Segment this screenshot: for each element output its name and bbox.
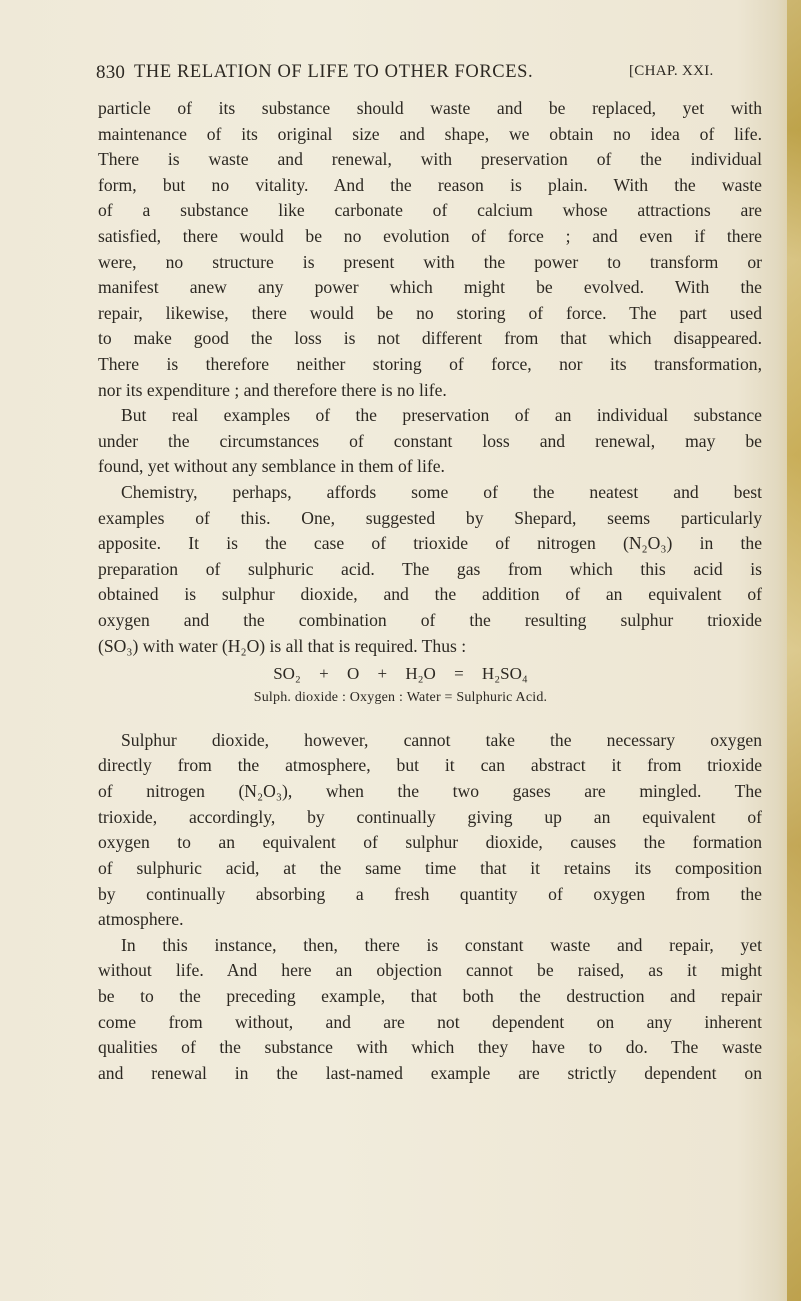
text-line: In this instance, then, there is constant waste and repair, yet (121, 935, 762, 955)
text-line: of nitrogen (N₂O₃), when the two gases are mingled. The (98, 781, 762, 801)
text-line: manifest anew any power which might be evolved. With the (98, 277, 762, 297)
running-head-title: THE RELATION OF LIFE TO OTHER FORCES. (134, 62, 534, 82)
text-line: oxygen and the combination of the resulting sulphur trioxide (98, 610, 762, 630)
text-line: satisfied, there would be no evolution of force ; and even if there (98, 226, 762, 246)
equation-result: H₂SO₄ (481, 664, 528, 683)
text-line: obtained is sulphur dioxide, and the addition of an equivalent of (98, 584, 762, 604)
text-line: found, yet without any semblance in them of life. (98, 456, 445, 476)
text-line: Chemistry, perhaps, affords some of the neatest and best (121, 482, 762, 502)
running-head-chapter: [CHAP. XXI. (629, 63, 714, 79)
chemical-equation-labels (0, 690, 801, 712)
text-line: were, no structure is present with the power to transform or (98, 252, 762, 272)
text-line: and renewal in the last-named example are strictly dependent on (98, 1063, 762, 1083)
text-line: be to the preceding example, that both the destruction and repair (98, 986, 762, 1006)
equation-label-separator: : (398, 690, 404, 705)
text-line: repair, likewise, there would be no storing of force. The part used (98, 303, 762, 323)
text-line: maintenance of its original size and shape, we obtain no idea of life. (98, 124, 762, 144)
equation-label-separator: : (341, 690, 347, 705)
chemical-equation (0, 664, 801, 688)
text-line: under the circumstances of constant loss and renewal, may be (98, 431, 762, 451)
text-line: atmosphere. (98, 909, 184, 929)
text-line: qualities of the substance with which they have to do. The waste (98, 1037, 762, 1057)
text-line: nor its expenditure ; and therefore there is no life. (98, 380, 447, 400)
text-line: of sulphuric acid, at the same time that it retains its composition (98, 858, 762, 878)
text-line: Sulphur dioxide, however, cannot take the necessary oxygen (121, 730, 762, 750)
equation-label: Sulphuric Acid. (456, 690, 548, 705)
text-line: of a substance like carbonate of calcium whose attractions are (98, 200, 762, 220)
text-line: There is waste and renewal, with preservation of the individual (98, 149, 762, 169)
page-edge (787, 0, 801, 1301)
equation-term: H₂O (405, 664, 436, 683)
equation-operator: + (319, 664, 329, 683)
text-line: preparation of sulphuric acid. The gas from which this acid is (98, 559, 762, 579)
text-line: particle of its substance should waste and be replaced, yet with (98, 98, 762, 118)
equation-label: Oxygen (349, 690, 396, 705)
equation-label: Sulph. dioxide (253, 690, 339, 705)
equation-label-equals: = (444, 690, 453, 705)
equation-operator: + (377, 664, 388, 683)
text-line: to make good the loss is not different from that which disappeared. (98, 328, 762, 348)
text-line: by continually absorbing a fresh quantity of oxygen from the (98, 884, 762, 904)
text-line: come from without, and are not dependent on any inherent (98, 1012, 762, 1032)
equation-term: SO₂ (273, 664, 301, 683)
text-line: oxygen to an equivalent of sulphur dioxide, causes the formation (98, 832, 762, 852)
equation-term: O (346, 664, 360, 683)
equation-label: Water (406, 690, 441, 705)
text-line: directly from the atmosphere, but it can abstract it from trioxide (98, 755, 762, 775)
equation-equals: = (454, 664, 464, 683)
text-line: without life. And here an objection cannot be raised, as it might (98, 960, 762, 980)
text-line: There is therefore neither storing of force, nor its transformation, (98, 354, 762, 374)
text-line: examples of this. One, suggested by Shepard, seems particularly (98, 508, 762, 528)
running-head (96, 62, 760, 92)
page-number: 830 (96, 62, 126, 83)
text-line: form, but no vitality. And the reason is plain. With the waste (98, 175, 762, 195)
text-line: But real examples of the preservation of an individual substance (121, 405, 762, 425)
text-line: apposite. It is the case of trioxide of nitrogen (N₂O₃) in the (98, 533, 762, 553)
text-line: trioxide, accordingly, by continually giving up an equivalent of (98, 807, 762, 827)
text-line: (SO₃) with water (H₂O) is all that is required. Thus : (98, 636, 467, 656)
